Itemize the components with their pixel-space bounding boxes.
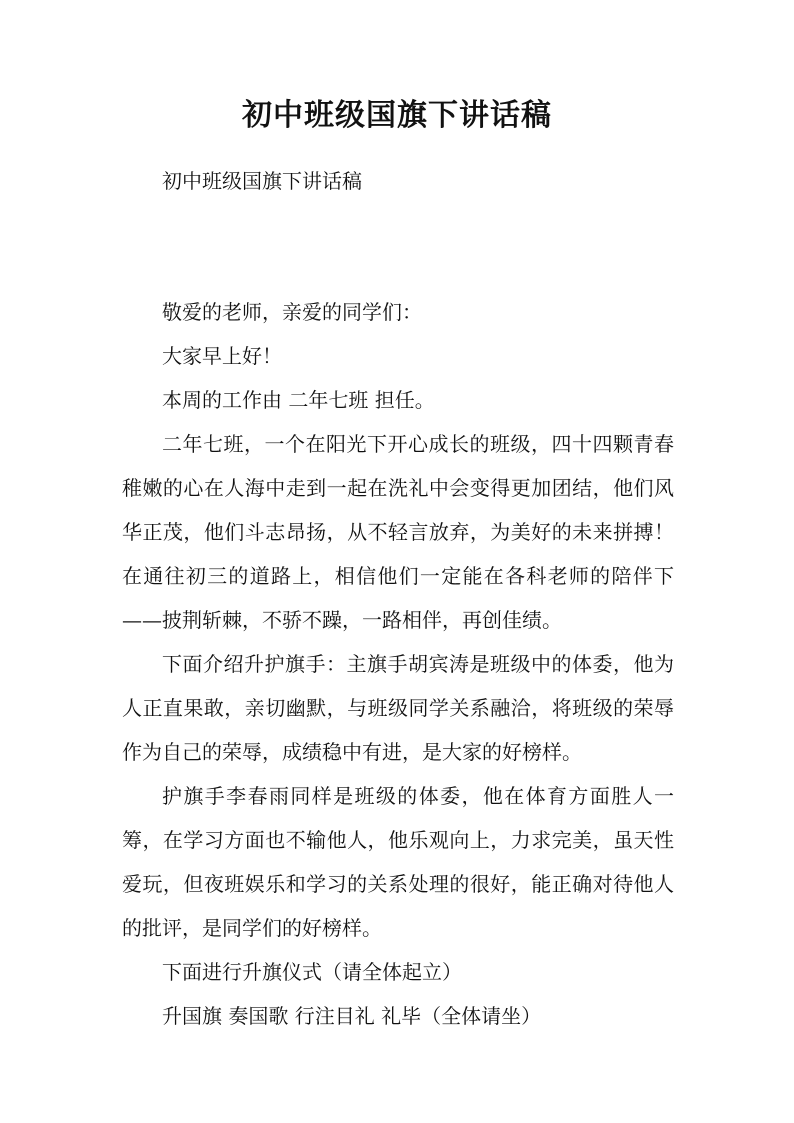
- blank-space: [122, 203, 674, 290]
- morning-greeting-paragraph: 大家早上好！: [162, 344, 282, 368]
- flag-bearer-intro-paragraph: 下面介绍升护旗手：主旗手胡宾涛是班级中的体委，他为人正直果敢，亲切幽默，与班级同学关系融洽，将班级的荣辱作为自己的荣辱，成绩稳中有进，是大家的好榜样。: [122, 652, 674, 764]
- document-body: [122, 159, 674, 1038]
- duty-class-paragraph: 本周的工作由 二年七班 担任。: [162, 388, 435, 412]
- ceremony-steps-paragraph: 升国旗 奏国歌 行注目礼 礼毕（全体请坐）: [162, 1004, 542, 1028]
- flag-guard-intro-paragraph: 护旗手李春雨同样是班级的体委，他在体育方面胜人一筹，在学习方面也不输他人，他乐观向上，力求完美，虽天性爱玩，但夜班娱乐和学习的关系处理的很好，能正确对待他人的批评，是同学们的好榜样。: [122, 784, 674, 940]
- greeting-paragraph: 敬爱的老师，亲爱的同学们：: [162, 300, 422, 324]
- class-introduction-paragraph: 二年七班，一个在阳光下开心成长的班级，四十四颗青春稚嫩的心在人海中走到一起在洗礼中会变得更加团结，他们风华正茂，他们斗志昂扬，从不轻言放弃，为美好的未来拼搏！在通往初三的道路上，相信他们一定能在各科老师的陪伴下——披荆斩棘，不骄不躁，一路相伴，再创佳绩。: [122, 432, 674, 632]
- ceremony-start-paragraph: 下面进行升旗仪式（请全体起立）: [162, 960, 462, 984]
- document-subtitle: 初中班级国旗下讲话稿: [162, 169, 362, 193]
- document-title: 初中班级国旗下讲话稿: [242, 98, 552, 133]
